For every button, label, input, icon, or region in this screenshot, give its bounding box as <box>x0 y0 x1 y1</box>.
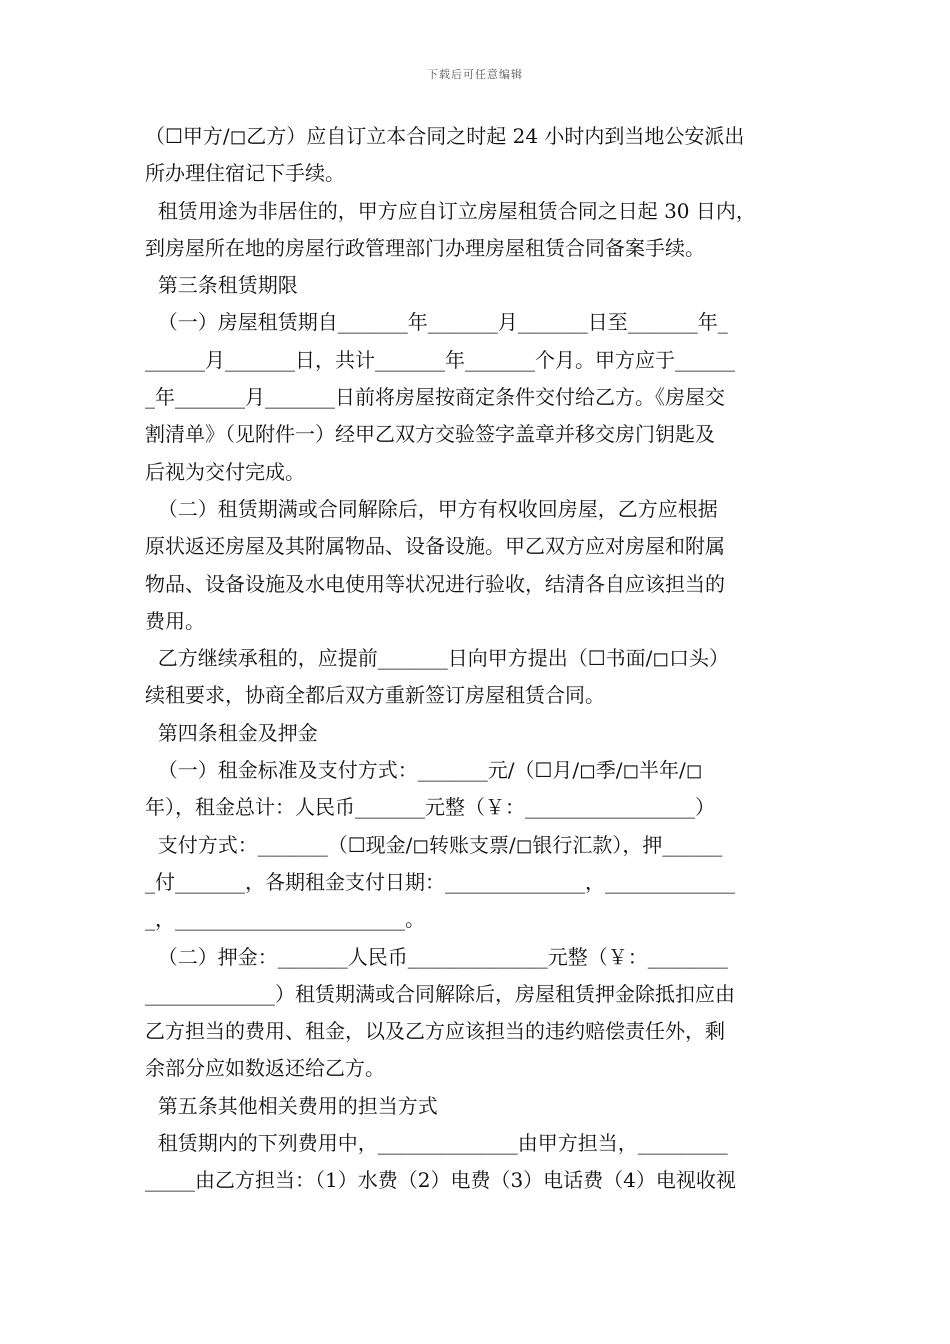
text-line: （二）押金：_______人民币______________元整（￥：________ <box>145 944 728 969</box>
text-line: 余部分应如数返还给乙方。 <box>145 1056 385 1081</box>
text-line: （二）租赁期满或合同解除后，甲方有权收回房屋，乙方应根据 <box>145 496 718 521</box>
text-line: 乙方担当的费用、租金，以及乙方应该担当的违约赔偿责任外，剩 <box>145 1019 725 1044</box>
text-line: 支付方式：_______（☐现金/◻转账支票/◻银行汇款），押______ <box>145 832 723 857</box>
text-line: 到房屋所在地的房屋行政管理部门办理房屋租赁合同备案手续。 <box>145 235 705 260</box>
text-line: _，_______________________。 <box>145 907 425 932</box>
text-line: （一）房屋租赁期自_______年_______月_______日至_______年_ <box>145 310 728 335</box>
text-line: 原状返还房屋及其附属物品、设备设施。甲乙双方应对房屋和附属 <box>145 534 725 559</box>
text-line: 所办理住宿记下手续。 <box>145 161 345 186</box>
text-line: 后视为交付完成。 <box>145 459 305 484</box>
section-heading: 第五条其他相关费用的担当方式 <box>145 1093 438 1118</box>
text-line: 割清单》（见附件一）经甲乙双方交验签字盖章并移交房门钥匙及 <box>145 422 715 447</box>
text-line: 租赁期内的下列费用中，______________由甲方担当，_________ <box>145 1131 728 1156</box>
text-line: 乙方继续承租的，应提前_______日向甲方提出（☐书面/◻口头） <box>145 646 729 671</box>
contract-body <box>145 118 810 1200</box>
text-line: _年_______月_______日前将房屋按商定条件交付给乙方。《房屋交 <box>145 385 725 410</box>
header-note: 下载后可任意编辑 <box>427 68 523 81</box>
text-line: 费用。 <box>145 608 205 633</box>
text-line: （一）租金标准及支付方式：_______元/（☐月/◻季/◻半年/◻ <box>145 758 703 783</box>
text-line: 物品、设备设施及水电使用等状况进行验收，结清各自应该担当的 <box>145 571 725 596</box>
text-line: （☐甲方/◻乙方）应自订立本合同之时起 24 小时内到当地公安派出 <box>145 124 745 148</box>
section-heading: 第三条租赁期限 <box>145 273 298 298</box>
text-line: 年），租金总计：人民币_______元整（￥：_________________） <box>145 795 715 820</box>
text-line: _____由乙方担当：（1）水费（2）电费（3）电话费（4）电视收视 <box>145 1168 736 1193</box>
text-line: _付_______，各期租金支付日期：______________，_____________ <box>145 869 735 894</box>
text-line: 续租要求，协商全都后双方重新签订房屋租赁合同。 <box>145 683 605 708</box>
section-heading: 第四条租金及押金 <box>145 720 318 745</box>
text-line: 租赁用途为非居住的，甲方应自订立房屋租赁合同之日起 30 日内， <box>145 198 756 223</box>
text-line: ______月_______日，共计_______年_______个月。甲方应于______ <box>145 347 735 372</box>
text-line: _____________）租赁期满或合同解除后，房屋租赁押金除抵扣应由 <box>145 981 735 1006</box>
